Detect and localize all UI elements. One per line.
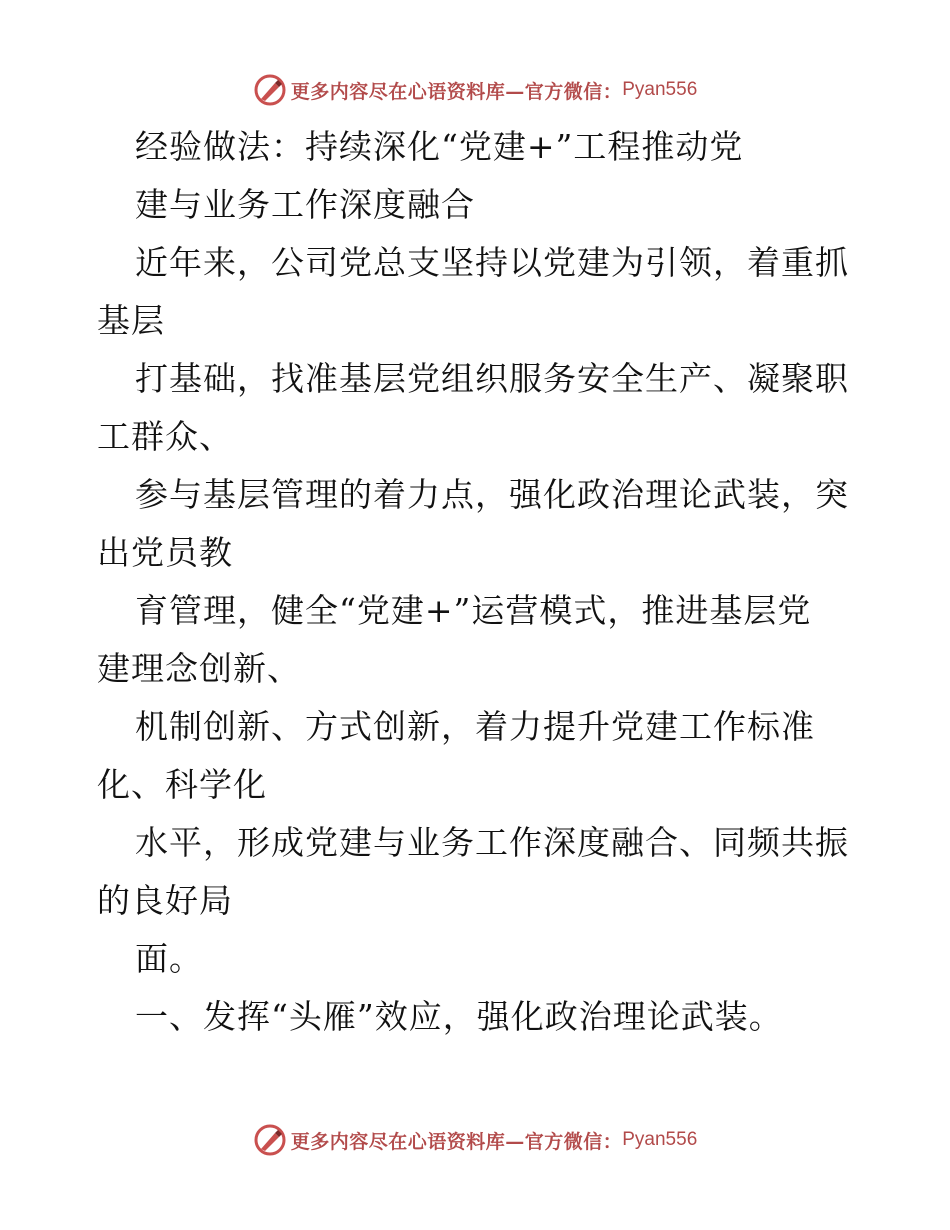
document-body bbox=[97, 118, 857, 1046]
text-line: 水平，形成党建与业务工作深度融合、同频共振 bbox=[135, 823, 849, 862]
pen-logo-icon bbox=[253, 73, 287, 107]
text-line: 出党员教 bbox=[97, 533, 233, 572]
header-wechat-id: Pyan556 bbox=[622, 79, 698, 100]
text-line: 机制创新、方式创新，着力提升党建工作标准 bbox=[135, 707, 815, 746]
footer-wechat-id: Pyan556 bbox=[622, 1129, 698, 1150]
text-line: 的良好局 bbox=[97, 881, 233, 920]
text-line: 打基础，找准基层党组织服务安全生产、凝聚职 bbox=[135, 359, 849, 398]
text-line: 工群众、 bbox=[97, 417, 233, 456]
text-line: 化、科学化 bbox=[97, 765, 267, 804]
header-text: 更多内容尽在心语资料库—官方微信： bbox=[290, 80, 623, 103]
text-line: 一、发挥“头雁”效应，强化政治理论武装。 bbox=[135, 997, 783, 1036]
text-line: 建理念创新、 bbox=[97, 649, 301, 688]
text-line: 参与基层管理的着力点，强化政治理论武装，突 bbox=[135, 475, 849, 514]
text-line: 经验做法：持续深化“党建+”工程推动党 bbox=[135, 127, 744, 166]
text-line: 基层 bbox=[97, 301, 165, 340]
footer-banner bbox=[0, 1120, 950, 1160]
text-line: 面。 bbox=[135, 939, 203, 978]
pen-logo-icon bbox=[253, 1123, 287, 1157]
text-line: 育管理，健全“党建+”运营模式，推进基层党 bbox=[135, 591, 812, 630]
text-line: 近年来，公司党总支坚持以党建为引领，着重抓 bbox=[135, 243, 849, 282]
footer-text: 更多内容尽在心语资料库—官方微信： bbox=[290, 1130, 623, 1153]
text-line: 建与业务工作深度融合 bbox=[135, 185, 475, 224]
header-banner bbox=[0, 70, 950, 110]
